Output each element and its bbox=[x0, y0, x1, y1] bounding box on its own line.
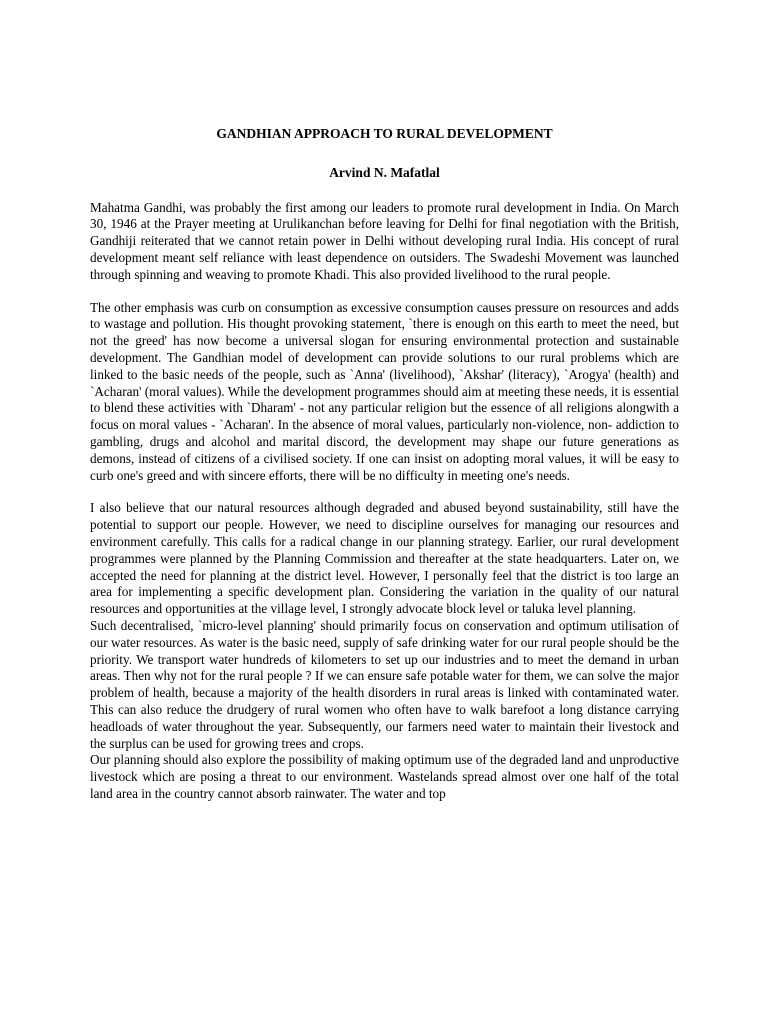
paragraph-3: I also believe that our natural resources although degraded and abused beyond sustainability, still have the potential to support our people. However, we need to discipline ourselves for managing our resources and environment carefully. This calls for a radical change in our planning strategy. Earlier, our rural development programmes were planned by the Planning Commission and thereafter at the state headquarters. Later on, we accepted the need for planning at the district level. However, I personally feel that the district is too large an area for implementing a specific development plan. Considering the variation in the quality of our natural resources and opportunities at the village level, I strongly advocate block level or taluka level planning. bbox=[90, 500, 679, 617]
paragraph-4: Such decentralised, `micro-level planning' should primarily focus on conservation and optimum utilisation of our water resources. As water is the basic need, supply of safe drinking water for our rural people should be the priority. We transport water hundreds of kilometers to set up our industries and to meet the demand in urban areas. Then why not for the rural people ? If we can ensure safe potable water for them, we can solve the major problem of health, because a majority of the health disorders in rural areas is linked with contaminated water. This can also reduce the drudgery of rural women who often have to walk barefoot a long distance carrying headloads of water throughout the year. Subsequently, our farmers need water to maintain their livestock and the surplus can be used for growing trees and crops. bbox=[90, 617, 679, 751]
document-author: Arvind N. Mafatlal bbox=[329, 164, 440, 180]
document-title: GANDHIAN APPROACH TO RURAL DEVELOPMENT bbox=[216, 126, 553, 141]
paragraph-1: Mahatma Gandhi, was probably the first among our leaders to promote rural development in India. On March 30, 1946 at the Prayer meeting at Urulikanchan before leaving for Delhi for final negotiation with the British, Gandhiji reiterated that we cannot retain power in Delhi without developing rural India. His concept of rural development meant self reliance with least dependence on outsiders. The Swadeshi Movement was launched through spinning and weaving to promote Khadi. This also provided livelihood to the rural people. bbox=[90, 199, 679, 282]
document-page bbox=[90, 126, 679, 803]
paragraph-2: The other emphasis was curb on consumption as excessive consumption causes pressure on resources and adds to wastage and pollution. His thought provoking statement, `there is enough on this earth to meet the need, but not the greed' has now become a universal slogan for ensuring environmental protection and sustainable development. The Gandhian model of development can provide solutions to our rural problems which are linked to the basic needs of the people, such as `Anna' (livelihood), `Akshar' (literacy), `Arogya' (health) and `Acharan' (moral values). While the development programmes should aim at meeting these needs, it is essential to blend these activities with `Dharam' - not any particular religion but the essence of all religions alongwith a focus on moral values - `Acharan'. In the absence of moral values, particularly non-violence, non- addiction to gambling, drugs and alcohol and marital discord, the development may shape our future generations as demons, instead of citizens of a civilised society. If one can insist on adopting moral values, it will be easy to curb one's greed and with sincere efforts, there will be no difficulty in meeting one's needs. bbox=[90, 299, 679, 483]
paragraph-5: Our planning should also explore the possibility of making optimum use of the degraded land and unproductive livestock which are posing a threat to our environment. Wastelands spread almost over one half of the total land area in the country cannot absorb rainwater. The water and top bbox=[90, 752, 679, 801]
